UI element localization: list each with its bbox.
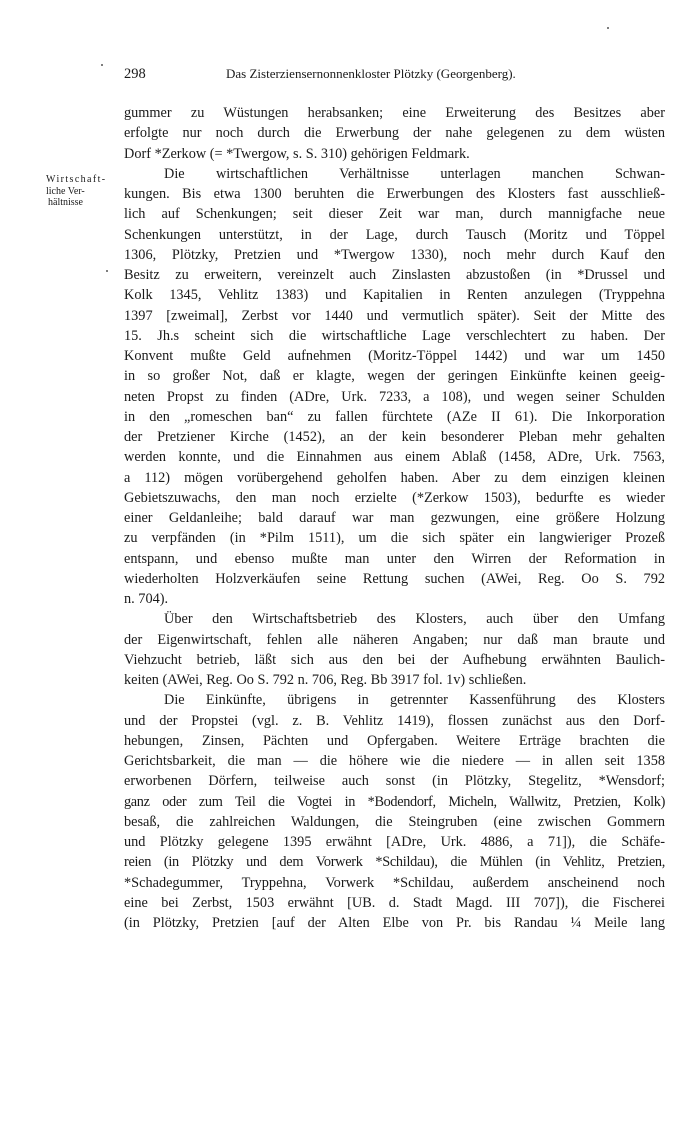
text-line: Gerichtsbarkeit, die man — die höhere wie die niedere — in allen seit 1358 bbox=[124, 753, 665, 769]
text-line: gummer zu Wüstungen herabsanken; eine Erweiterung des Besitzes aber bbox=[124, 105, 665, 121]
body-text bbox=[124, 103, 665, 933]
text-line: zu verpfänden (in *Pilm 1511), um die sich später ein langwieriger Prozeß bbox=[124, 530, 665, 547]
text-line: einer Geldanleihe; bald darauf war man gezwungen, eine größere Holzung bbox=[124, 510, 665, 526]
text-line: (in Plötzky, Pretzien [auf der Alten Elbe von Pr. bis Randau ¼ Meile lang bbox=[124, 915, 665, 931]
text-line: a 112) mögen vorübergehend geholfen haben. Aber zu dem einzigen kleinen bbox=[124, 469, 665, 486]
margin-note-line: hältnisse bbox=[48, 197, 83, 208]
text-line: Gebietszuwachs, den man noch erzielte (*Zerkow 1503), bedurfte es wieder bbox=[124, 489, 665, 506]
margin-note-line: liche Ver- bbox=[46, 185, 85, 197]
text-line: Die Einkünfte, übrigens in getrennter Kassenführung des Klosters bbox=[164, 692, 665, 709]
text-line: n. 704). bbox=[124, 591, 169, 607]
text-line: hebungen, Zinsen, Pächten und Opfergaben. Weitere Erträge brachten die bbox=[124, 732, 665, 749]
text-line: Konvent mußte Geld aufnehmen (Moritz-Töppel 1442) und war um 1450 bbox=[124, 348, 665, 364]
text-line: in den „romeschen ban“ zu fallen fürchtete (AZe II 61). Die Inkorporation bbox=[124, 408, 665, 425]
text-line: reien (in Plötzky und dem Vorwerk *Schildau), die Mühlen (in Vehlitz, Pretzien, bbox=[124, 854, 665, 871]
text-line: besaß, die zahlreichen Waldungen, die Steingruben (eine zwischen Gommern bbox=[124, 813, 665, 830]
text-line: ganz oder zum Teil die Vogtei in *Bodendorf, Micheln, Wallwitz, Pretzien, Kolk) bbox=[124, 793, 665, 810]
running-title: Das Zisterziensernonnenkloster Plötzky (Georgenberg). bbox=[226, 66, 516, 81]
text-line: Die wirtschaftlichen Verhältnisse unterlagen manchen Schwan- bbox=[164, 165, 665, 182]
text-line: und Plötzky gelegene 1395 erwähnt [ADre, Urk. 4886, a 71]), die Schäfe- bbox=[124, 834, 665, 850]
text-line: 1306, Plötzky, Pretzien und *Twergow 1330), noch mehr durch Kauf den bbox=[124, 246, 665, 263]
text-line: werden konnte, und die Einnahmen aus einem Ablaß (1458, ADre, Urk. 7563, bbox=[124, 449, 665, 466]
text-line: *Schadegummer, Tryppehna, Vorwerk *Schildau, außerdem anscheinend noch bbox=[124, 874, 665, 891]
page-number: 298 bbox=[124, 66, 146, 82]
text-line: wiederholten Holzverkäufen seine Rettung suchen (AWei, Reg. Oo S. 792 bbox=[124, 570, 665, 587]
text-line: 1397 [zweimal], Zerbst vor 1440 und vermutlich später). Seit der Mitte des bbox=[124, 307, 665, 324]
text-line: entspann, und ebenso mußte man unter den Wirren der Reformation in bbox=[124, 550, 665, 567]
text-line: in so großer Not, daß er klagte, wegen der geringen Einkünfte keinen geeig- bbox=[124, 368, 665, 385]
text-line: erfolgte nur noch durch die Erwerbung der nahe gelegenen zu dem wüsten bbox=[124, 125, 665, 142]
speck-mark bbox=[101, 64, 103, 66]
text-line: Besitz zu erweitern, vereinzelt auch Zinslasten abzustoßen (in *Drussel und bbox=[124, 267, 665, 283]
text-line: Schenkungen unterstützt, in der Lage, durch Tausch (Moritz und Töppel bbox=[124, 226, 665, 243]
text-line: kungen. Bis etwa 1300 beruhten die Erwerbungen des Klosters fast ausschließ- bbox=[124, 186, 665, 202]
text-line: Über den Wirtschaftsbetrieb des Klosters, auch über den Umfang bbox=[164, 611, 665, 628]
text-line: und der Propstei (vgl. z. B. Vehlitz 1419), flossen zunächst aus den Dorf- bbox=[124, 712, 665, 729]
text-line: lich auf Schenkungen; seit dieser Zeit war man, durch mannigfache neue bbox=[124, 206, 665, 223]
speck-mark bbox=[106, 270, 108, 272]
text-line: Viehzucht betrieb, läßt sich aus den bei der Aufhebung erwähnten Baulich- bbox=[124, 651, 665, 668]
text-line: erworbenen Dörfern, teilweise auch sonst (in Plötzky, Stegelitz, *Wensdorf; bbox=[124, 773, 665, 790]
text-line: neten Propst zu finden (ADre, Urk. 7233, a 108), und wegen seiner Schulden bbox=[124, 388, 665, 405]
speck-mark bbox=[607, 27, 609, 29]
text-line: der Pretziener Kirche (1452), an der kein besonderer Pleban mehr gehalten bbox=[124, 429, 665, 445]
text-line: keiten (AWei, Reg. Oo S. 792 n. 706, Reg. Bb 3917 fol. 1v) schließen. bbox=[124, 672, 527, 688]
margin-note bbox=[46, 174, 122, 209]
text-line: Kolk 1345, Vehlitz 1383) und Kapitalien in Renten anzulegen (Tryppehna bbox=[124, 287, 665, 304]
text-line: Dorf *Zerkow (= *Twergow, s. S. 310) gehörigen Feldmark. bbox=[124, 145, 470, 162]
text-line: 15. Jh.s scheint sich die wirtschaftliche Lage verschlechtert zu haben. Der bbox=[124, 327, 665, 344]
margin-note-line: Wirtschaft- bbox=[46, 174, 107, 185]
text-line: der Eigenwirtschaft, fehlen alle näheren Angaben; nur daß man braute und bbox=[124, 631, 665, 648]
text-line: eine bei Zerbst, 1503 erwähnt [UB. d. Stadt Magd. III 707]), die Fischerei bbox=[124, 894, 665, 911]
